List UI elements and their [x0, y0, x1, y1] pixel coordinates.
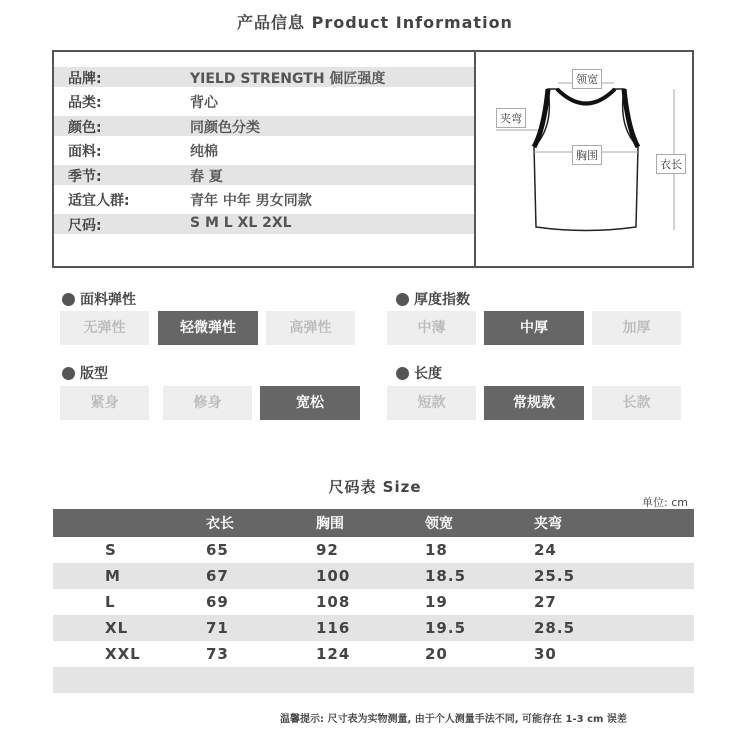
empty-cell — [53, 667, 694, 693]
info-key: 品牌: — [68, 71, 102, 87]
table-row — [53, 615, 694, 641]
info-key: 品类: — [68, 95, 102, 111]
table-cell: 92 — [316, 541, 339, 559]
length-heading: 长度 — [396, 363, 442, 383]
bullet-icon — [62, 293, 75, 306]
info-divider — [474, 50, 476, 268]
header-cell: 夹弯 — [534, 509, 694, 537]
table-cell: 116 — [316, 615, 425, 641]
header-cell — [53, 509, 206, 537]
info-key: 尺码: — [68, 218, 102, 234]
size-cell: S — [105, 541, 117, 559]
table-row-empty — [53, 667, 694, 693]
length-label: 衣长 — [656, 154, 686, 174]
size-cell: XXL — [105, 645, 141, 663]
table-cell: 19.5 — [425, 615, 534, 641]
info-value: 纯棉 — [190, 144, 218, 160]
elasticity-option-none: 无弹性 — [60, 311, 149, 345]
thickness-option-thick: 加厚 — [592, 311, 681, 345]
fit-option-tight: 紧身 — [60, 386, 149, 420]
info-value: 春 夏 — [190, 169, 223, 185]
chest-label: 胸围 — [572, 145, 602, 165]
info-value: 同颜色分类 — [190, 120, 260, 136]
header-cell: 胸围 — [316, 509, 425, 537]
fit-option-loose: 宽松 — [260, 386, 360, 420]
info-key: 适宜人群: — [68, 193, 130, 209]
table-cell: 124 — [316, 645, 351, 663]
size-table-header — [53, 509, 694, 537]
elasticity-heading: 面料弹性 — [62, 289, 136, 309]
table-cell: 20 — [425, 645, 448, 663]
thickness-option-medium: 中厚 — [484, 311, 584, 345]
size-table — [53, 509, 694, 693]
measurement-note: 温馨提示: 尺寸表为实物测量, 由于个人测量手法不同, 可能存在 1-3 cm 误差 — [280, 714, 627, 725]
table-cell: 28.5 — [534, 615, 694, 641]
table-cell: 108 — [316, 593, 351, 611]
collar-width-label: 领宽 — [572, 69, 602, 89]
size-cell: M — [53, 563, 206, 589]
info-key: 颜色: — [68, 120, 102, 136]
bullet-icon — [62, 367, 75, 380]
elasticity-option-slight: 轻微弹性 — [158, 311, 258, 345]
table-cell: 30 — [534, 645, 557, 663]
info-row-season — [54, 165, 474, 185]
table-row — [53, 537, 694, 563]
thickness-heading: 厚度指数 — [396, 289, 470, 309]
info-row-category — [54, 91, 474, 111]
info-value: S M L XL 2XL — [190, 215, 292, 231]
length-option-short: 短款 — [387, 386, 476, 420]
table-row — [53, 589, 694, 615]
info-key: 面料: — [68, 144, 102, 160]
size-cell: XL — [53, 615, 206, 641]
table-cell: 69 — [206, 593, 229, 611]
table-cell: 71 — [206, 615, 316, 641]
page-title: 产品信息 Product Information — [237, 13, 513, 32]
table-cell: 100 — [316, 563, 425, 589]
thickness-option-thin: 中薄 — [387, 311, 476, 345]
info-row-fabric — [54, 140, 474, 160]
info-key: 季节: — [68, 169, 102, 185]
table-cell: 27 — [534, 593, 557, 611]
table-cell: 18 — [425, 541, 448, 559]
size-cell: L — [105, 593, 116, 611]
info-row-color — [54, 116, 474, 136]
length-option-long: 长款 — [592, 386, 681, 420]
fit-heading: 版型 — [62, 363, 108, 383]
elasticity-option-high: 高弹性 — [266, 311, 355, 345]
table-cell: 67 — [206, 563, 316, 589]
table-cell: 65 — [206, 541, 229, 559]
info-value: YIELD STRENGTH 倔匠强度 — [190, 71, 386, 87]
table-cell: 24 — [534, 541, 557, 559]
header-cell: 领宽 — [425, 509, 534, 537]
info-value: 青年 中年 男女同款 — [190, 193, 312, 209]
size-table-title: 尺码表 Size — [328, 478, 422, 496]
info-row-brand — [54, 67, 474, 87]
bullet-icon — [396, 293, 409, 306]
table-cell: 25.5 — [534, 563, 694, 589]
info-row-sizes — [54, 214, 474, 234]
info-row-audience — [54, 189, 474, 209]
table-row — [53, 641, 694, 667]
table-cell: 19 — [425, 593, 448, 611]
table-cell: 73 — [206, 645, 229, 663]
unit-label: 单位: cm — [642, 496, 688, 509]
header-cell: 衣长 — [206, 509, 316, 537]
fit-option-slim: 修身 — [163, 386, 252, 420]
info-value: 背心 — [190, 95, 218, 111]
length-option-regular: 常规款 — [484, 386, 584, 420]
table-cell: 18.5 — [425, 563, 534, 589]
armhole-label: 夹弯 — [496, 108, 526, 128]
bullet-icon — [396, 367, 409, 380]
table-row — [53, 563, 694, 589]
